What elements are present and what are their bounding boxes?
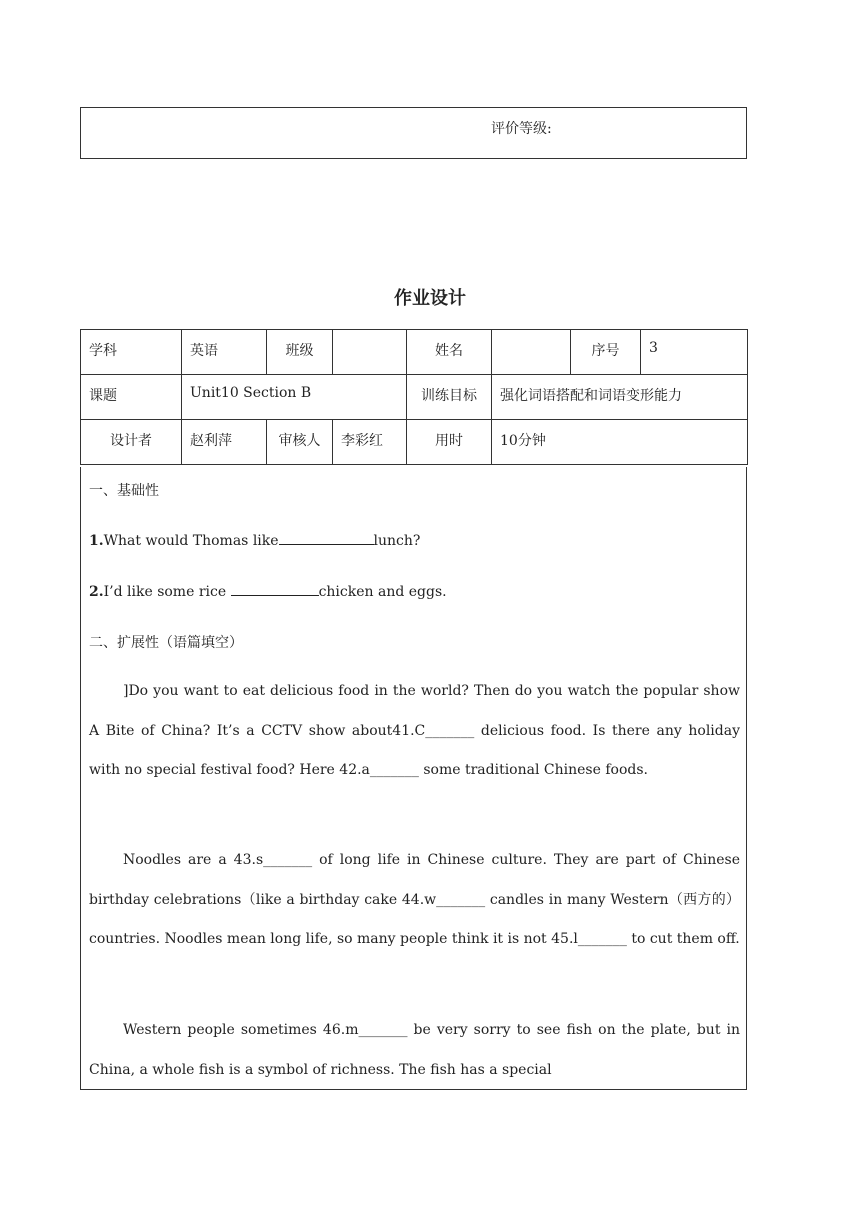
exercise-content (80, 467, 747, 1090)
answer-blank[interactable] (231, 581, 319, 596)
question-1 (89, 530, 420, 549)
time-value: 10分钟 (492, 420, 748, 465)
question-number: 2. (89, 584, 104, 600)
goal-label: 训练目标 (407, 375, 492, 420)
passage-paragraph-2: Noodles are a 43.s_______ of long life in Chinese culture. They are part of Chinese birthday celebrations（like a birthday cake 44.w_______ candles in many Western（西方的）countries. Noodles mean long life, so many people think it is not 45.l_______ to cut them off. (89, 852, 740, 947)
class-label: 班级 (267, 330, 333, 375)
passage-paragraph-3: Western people sometimes 46.m_______ be very sorry to see fish on the plate, but in China, a whole fish is a symbol of richness. The fish has a special (89, 1022, 740, 1078)
time-label: 用时 (407, 420, 492, 465)
page-title: 作业设计 (394, 288, 466, 309)
section1-heading: 一、基础性 (89, 483, 159, 499)
reviewer-label: 审核人 (267, 420, 333, 465)
question-text: lunch? (373, 533, 421, 549)
seq-label: 序号 (571, 330, 641, 375)
seq-value: 3 (641, 330, 748, 375)
topic-value: Unit10 Section B (182, 375, 407, 420)
class-value (333, 330, 407, 375)
goal-value: 强化词语搭配和词语变形能力 (492, 375, 748, 420)
passage-paragraph-1: ]Do you want to eat delicious food in the world? Then do you watch the popular show A Bite of China? It’s a CCTV show about41.C_______ delicious food. Is there any holiday with no special festival food? Here 42.a_______ some traditional Chinese foods. (89, 683, 740, 778)
table-row (81, 375, 748, 420)
evaluation-label: 评价等级: (491, 121, 552, 137)
name-label: 姓名 (407, 330, 492, 375)
section2-heading: 二、扩展性（语篇填空） (89, 635, 243, 651)
subject-label: 学科 (81, 330, 182, 375)
designer-value: 赵利萍 (182, 420, 267, 465)
table-row (81, 420, 748, 465)
info-table (80, 329, 748, 465)
question-text: chicken and eggs. (318, 584, 447, 600)
topic-label: 课题 (81, 375, 182, 420)
question-2 (89, 581, 447, 600)
designer-label: 设计者 (81, 420, 182, 465)
name-value (492, 330, 571, 375)
question-text: What would Thomas like (103, 533, 279, 549)
question-number: 1. (89, 533, 104, 549)
subject-value: 英语 (182, 330, 267, 375)
table-row (81, 330, 748, 375)
answer-blank[interactable] (279, 530, 374, 545)
question-text: I’d like some rice (103, 584, 231, 600)
evaluation-box (80, 107, 747, 159)
reviewer-value: 李彩红 (333, 420, 407, 465)
